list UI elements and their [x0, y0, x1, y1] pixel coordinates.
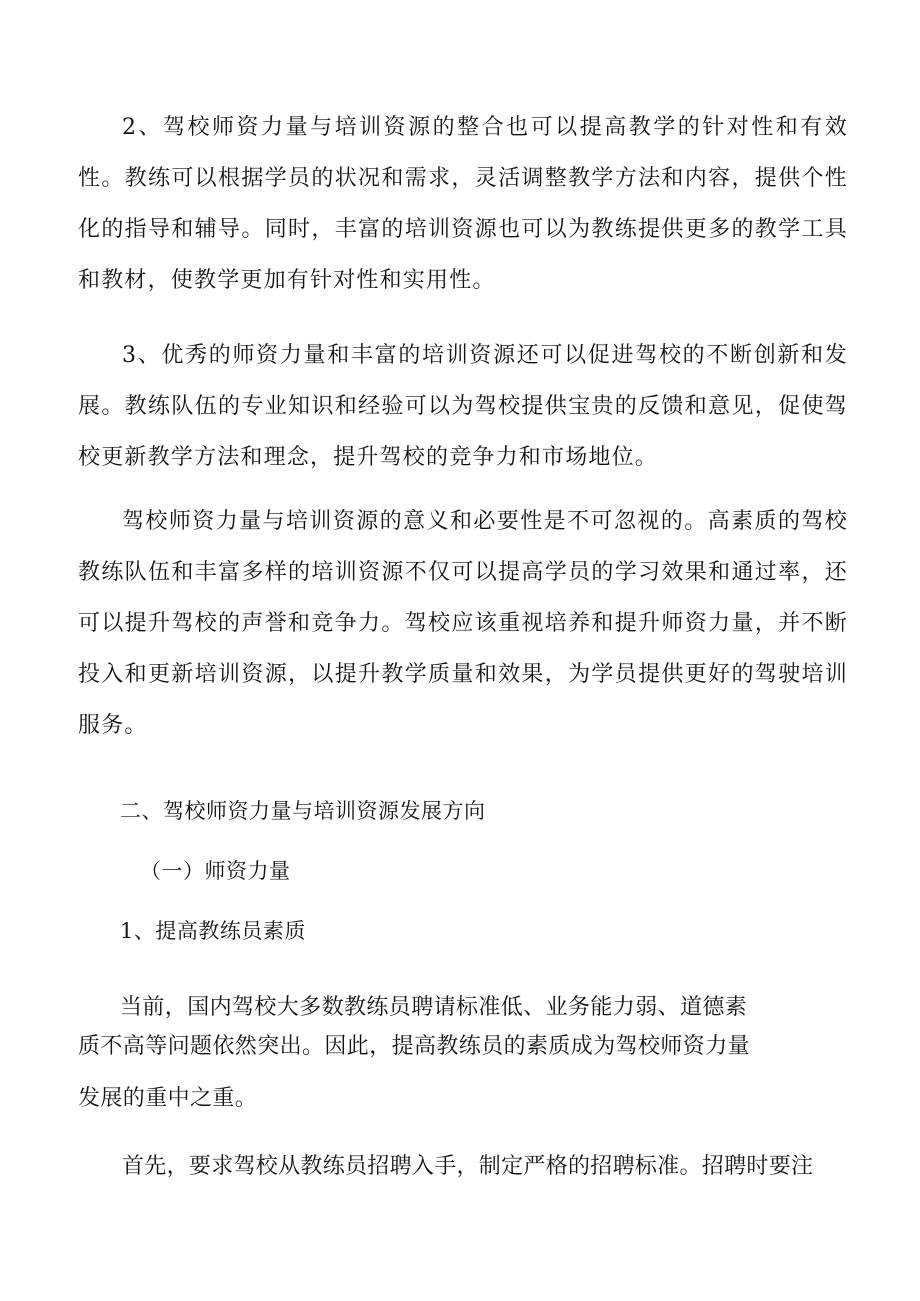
subsection-heading: （一）师资力量: [140, 859, 291, 883]
paragraph-significance: 驾校师资力量与培训资源的意义和必要性是不可忽视的。高素质的驾校教练队伍和丰富多样的培训资源不仅可以提高学员的学习效果和通过率，还可以提升驾校的声誉和竞争力。驾校应该重视培养和提升师资力量，并不断投入和更新培训资源，以提升教学质量和效果，为学员提供更好的驾驶培训服务。: [78, 509, 848, 738]
paragraph-current-line-1: 当前，国内驾校大多数教练员聘请标准低、业务能力弱、道德素: [120, 995, 748, 1020]
section-heading: 二、驾校师资力量与培训资源发展方向: [120, 799, 486, 823]
paragraph-integration-benefits: 2、驾校师资力量与培训资源的整合也可以提高教学的针对性和有效性。教练可以根据学员的状况和需求，灵活调整教学方法和内容，提供个性化的指导和辅导。同时，丰富的培训资源也可以为教练提供更多的教学工具和教材，使教学更加有针对性和实用性。: [78, 115, 848, 293]
paragraph-current-line-3: 发展的重中之重。: [78, 1086, 258, 1111]
item-heading: 1、提高教练员素质: [120, 919, 306, 943]
paragraph-innovation: 3、优秀的师资力量和丰富的培训资源还可以促进驾校的不断创新和发展。教练队伍的专业知识和经验可以为驾校提供宝贵的反馈和意见，促使驾校更新教学方法和理念，提升驾校的竞争力和市场地位。: [78, 343, 848, 470]
paragraph-current-line-2: 质不高等问题依然突出。因此，提高教练员的素质成为驾校师资力量: [78, 1034, 751, 1059]
paragraph-first-step: 首先，要求驾校从教练员招聘入手，制定严格的招聘标准。招聘时要注: [122, 1154, 814, 1179]
